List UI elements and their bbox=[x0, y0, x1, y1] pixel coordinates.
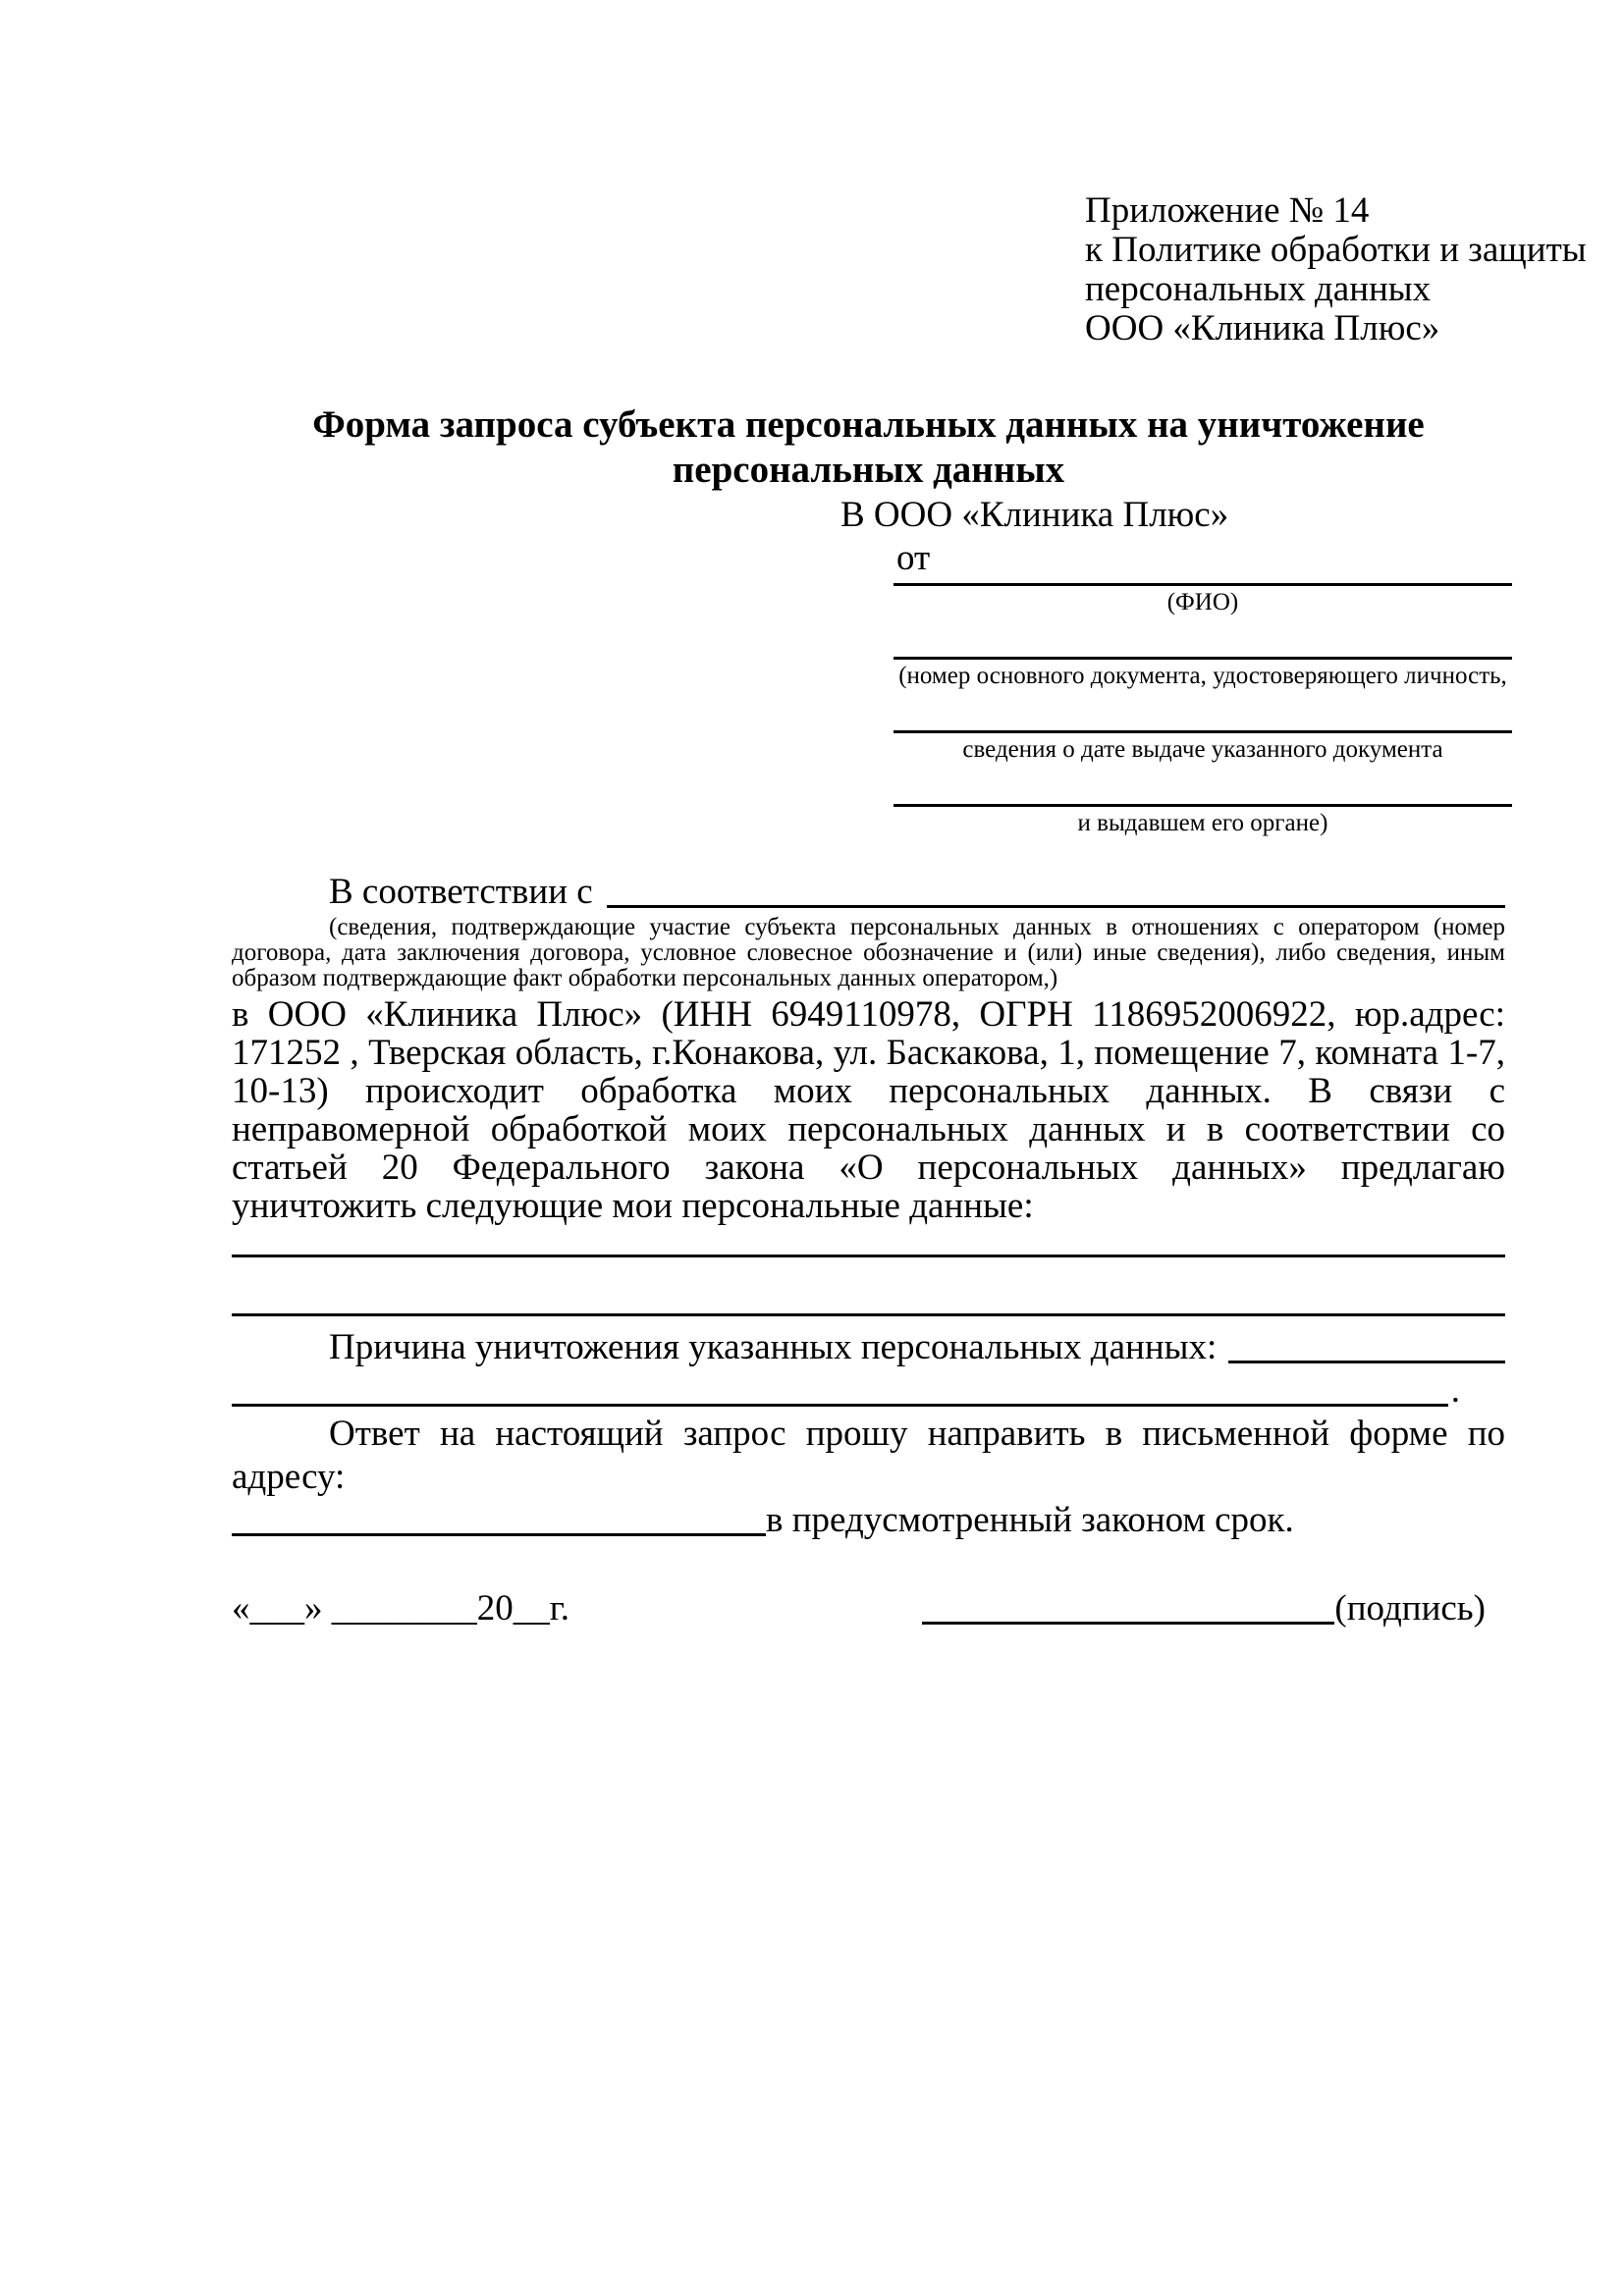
signature-group bbox=[922, 1587, 1486, 1630]
doc-number-field bbox=[893, 657, 1512, 689]
answer-request-line: Ответ на настоящий запрос прошу направить в письменной форме по адресу: bbox=[232, 1414, 1505, 1497]
appendix-block bbox=[1085, 190, 1587, 348]
fio-caption: (ФИО) bbox=[1166, 589, 1239, 615]
address-blank-line bbox=[232, 1499, 766, 1536]
doc-number-caption: (номер основного документа, удостоверяющего личность, bbox=[898, 663, 1507, 689]
appendix-line: к Политике обработки и защиты bbox=[1085, 230, 1587, 270]
signature-blank-line bbox=[922, 1587, 1334, 1625]
doc-issuer-caption: и выдавшем его органе) bbox=[1077, 810, 1328, 836]
paragraph-indent bbox=[232, 872, 329, 913]
reason-continuation-row bbox=[232, 1369, 1505, 1413]
date-signature-row bbox=[232, 1587, 1505, 1630]
doc-issuer-field bbox=[893, 804, 1512, 836]
data-blank-line bbox=[232, 1255, 1505, 1257]
accordance-blank-line bbox=[607, 872, 1505, 908]
paragraph-indent bbox=[232, 1326, 329, 1369]
appendix-line: персональных данных bbox=[1085, 269, 1432, 309]
accordance-footnote: (сведения, подтверждающие участие субъекта персональных данных в отношениях с оператором (номер договора, дата заключения договора, условное словесное обозначение и (или) иные сведения), либо сведения, иным образом подтверждающие факт обработки персональных данных оператором,) bbox=[232, 914, 1505, 991]
appendix-line: Приложение № 14 bbox=[1085, 190, 1370, 231]
addressee-line: В ООО «Клиника Плюс» bbox=[840, 495, 1229, 535]
document-title-line: персональных данных bbox=[672, 449, 1065, 491]
signature-caption: (подпись) bbox=[1334, 1588, 1486, 1629]
appendix-line: ООО «Клиника Плюс» bbox=[1085, 308, 1440, 348]
accordance-row bbox=[232, 872, 1505, 913]
reason-blank-line bbox=[1228, 1326, 1505, 1363]
answer-term-label: в предусмотренный законом срок. bbox=[766, 1500, 1294, 1540]
doc-date-field bbox=[893, 730, 1512, 763]
doc-date-caption: сведения о дате выдаче указанного документа bbox=[962, 736, 1443, 763]
data-blank-line bbox=[232, 1313, 1505, 1316]
fio-field bbox=[893, 583, 1512, 615]
from-label: от bbox=[896, 538, 931, 578]
date-blank-line: «___» ________20__г. bbox=[232, 1588, 570, 1629]
document-title-line: Форма запроса субъекта персональных данных на уничтожение bbox=[312, 403, 1425, 446]
accordance-label: В соответствии с bbox=[329, 872, 593, 912]
reason-label: Причина уничтожения указанных персональных данных: bbox=[329, 1327, 1218, 1367]
answer-address-row bbox=[232, 1499, 1505, 1542]
reason-row bbox=[232, 1326, 1505, 1369]
sentence-period: . bbox=[1450, 1370, 1460, 1411]
document-title bbox=[232, 402, 1505, 493]
reason-blank-line-2 bbox=[232, 1369, 1448, 1407]
body-paragraph: в ООО «Клиника Плюс» (ИНН 6949110978, ОГРН 1186952006922, юр.адрес: 171252 , Тверская область, г.Конакова, ул. Баскакова, 1, помещение 7, комната 1-7, 10-13) происходит обработка моих персональных данных. В связи с неправомерной обработкой моих персональных данных и в соответствии со статьей 20 Федерального закона «О персональных данных» предлагаю уничтожить следующие мои персональные данные: bbox=[232, 994, 1505, 1226]
